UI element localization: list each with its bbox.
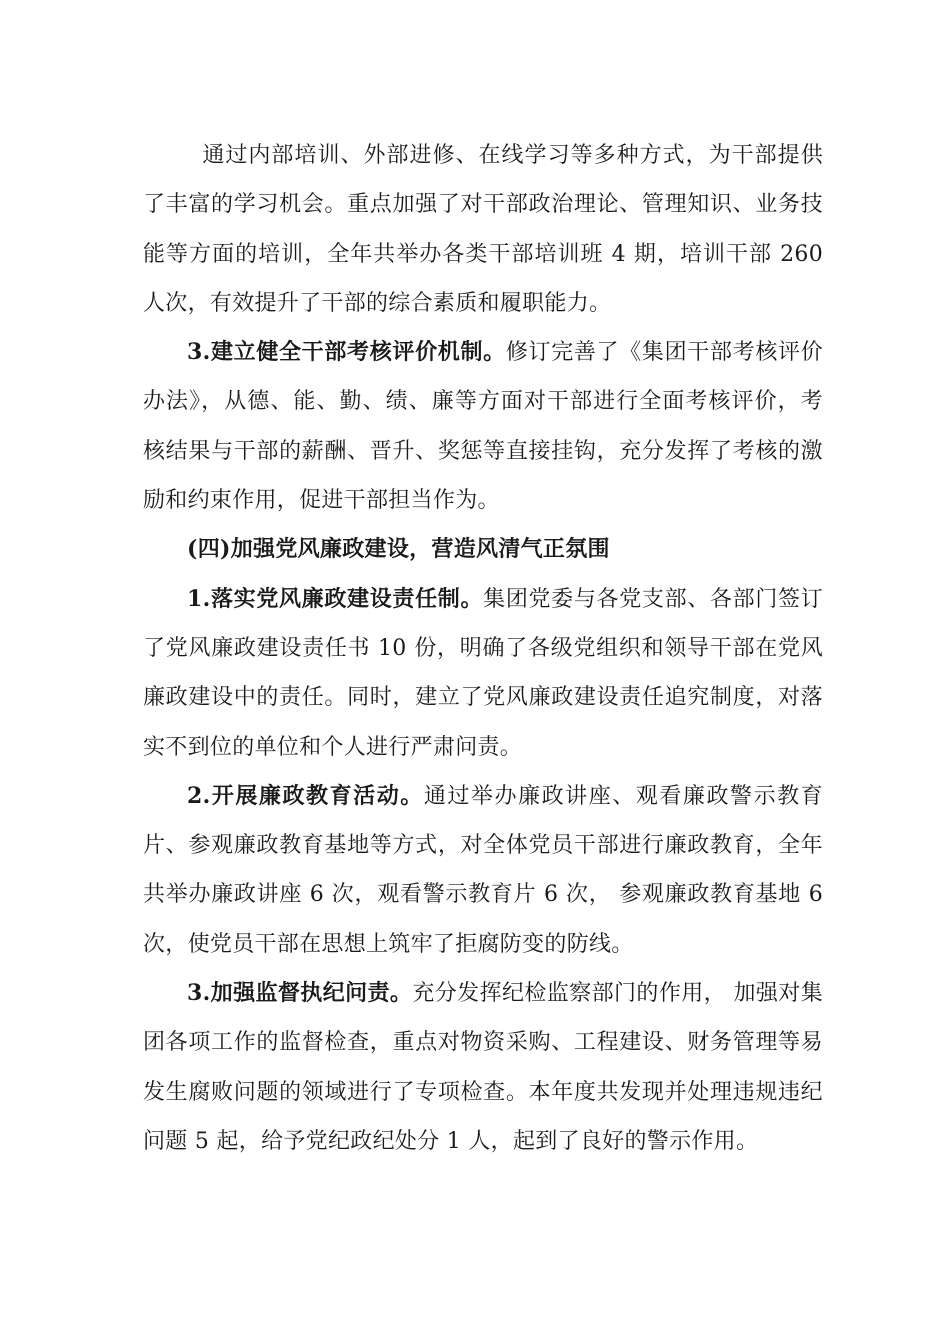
paragraph-lead: 1.落实党风廉政建设责任制。 <box>187 585 484 612</box>
section-heading: (四)加强党风廉政建设，营造风清气正氛围 <box>187 536 610 563</box>
paragraph-text: 充分发挥纪检监察部门的作用， 加强对集团各项工作的监督检查，重点对物资采购、工程建设、财务管理等易发生腐败问题的领域进行了专项检查。本年度共发现并处理违规违纪问题 5 起，给予党纪政纪处分 1 人，起到了良好的警示作用。 <box>143 981 823 1154</box>
paragraph-education <box>143 772 823 969</box>
paragraph-text: 修订完善了《集团干部考核评价办法》，从德、能、勤、绩、廉等方面对干部进行全面考核评价，考核结果与干部的薪酬、晋升、奖惩等直接挂钩，充分发挥了考核的激励和约束作用，促进干部担当作为。 <box>143 340 824 514</box>
paragraph-lead: 3.加强监督执纪问责。 <box>187 980 413 1007</box>
paragraph-lead: 2.开展廉政教育活动。 <box>187 782 424 809</box>
paragraph-text: 通过举办廉政讲座、观看廉政警示教育片、参观廉政教育基地等方式，对全体党员干部进行廉政教育，全年共举办廉政讲座 6 次，观看警示教育片 6 次， 参观廉政教育基地 6 次，使党员干部在思想上筑牢了拒腐防变的防线。 <box>143 783 823 957</box>
paragraph-responsibility <box>143 575 823 772</box>
paragraph-supervision <box>143 969 823 1166</box>
paragraph-text: 集团党委与各党支部、各部门签订了党风廉政建设责任书 10 份，明确了各级党组织和领导干部在党风廉政建设中的责任。同时，建立了党风廉政建设责任追究制度，对落实不到位的单位和个人进行严肃问责。 <box>143 586 823 760</box>
paragraph-training <box>143 131 823 328</box>
paragraph-lead: 3.建立健全干部考核评价机制。 <box>187 339 506 366</box>
document-body <box>143 131 823 1166</box>
paragraph-assessment <box>143 328 823 525</box>
paragraph-text: 通过内部培训、外部进修、在线学习等多种方式，为干部提供了丰富的学习机会。重点加强了对干部政治理论、管理知识、业务技能等方面的培训，全年共举办各类干部培训班 4 期，培训干部 260 人次，有效提升了干部的综合素质和履职能力。 <box>143 143 823 316</box>
